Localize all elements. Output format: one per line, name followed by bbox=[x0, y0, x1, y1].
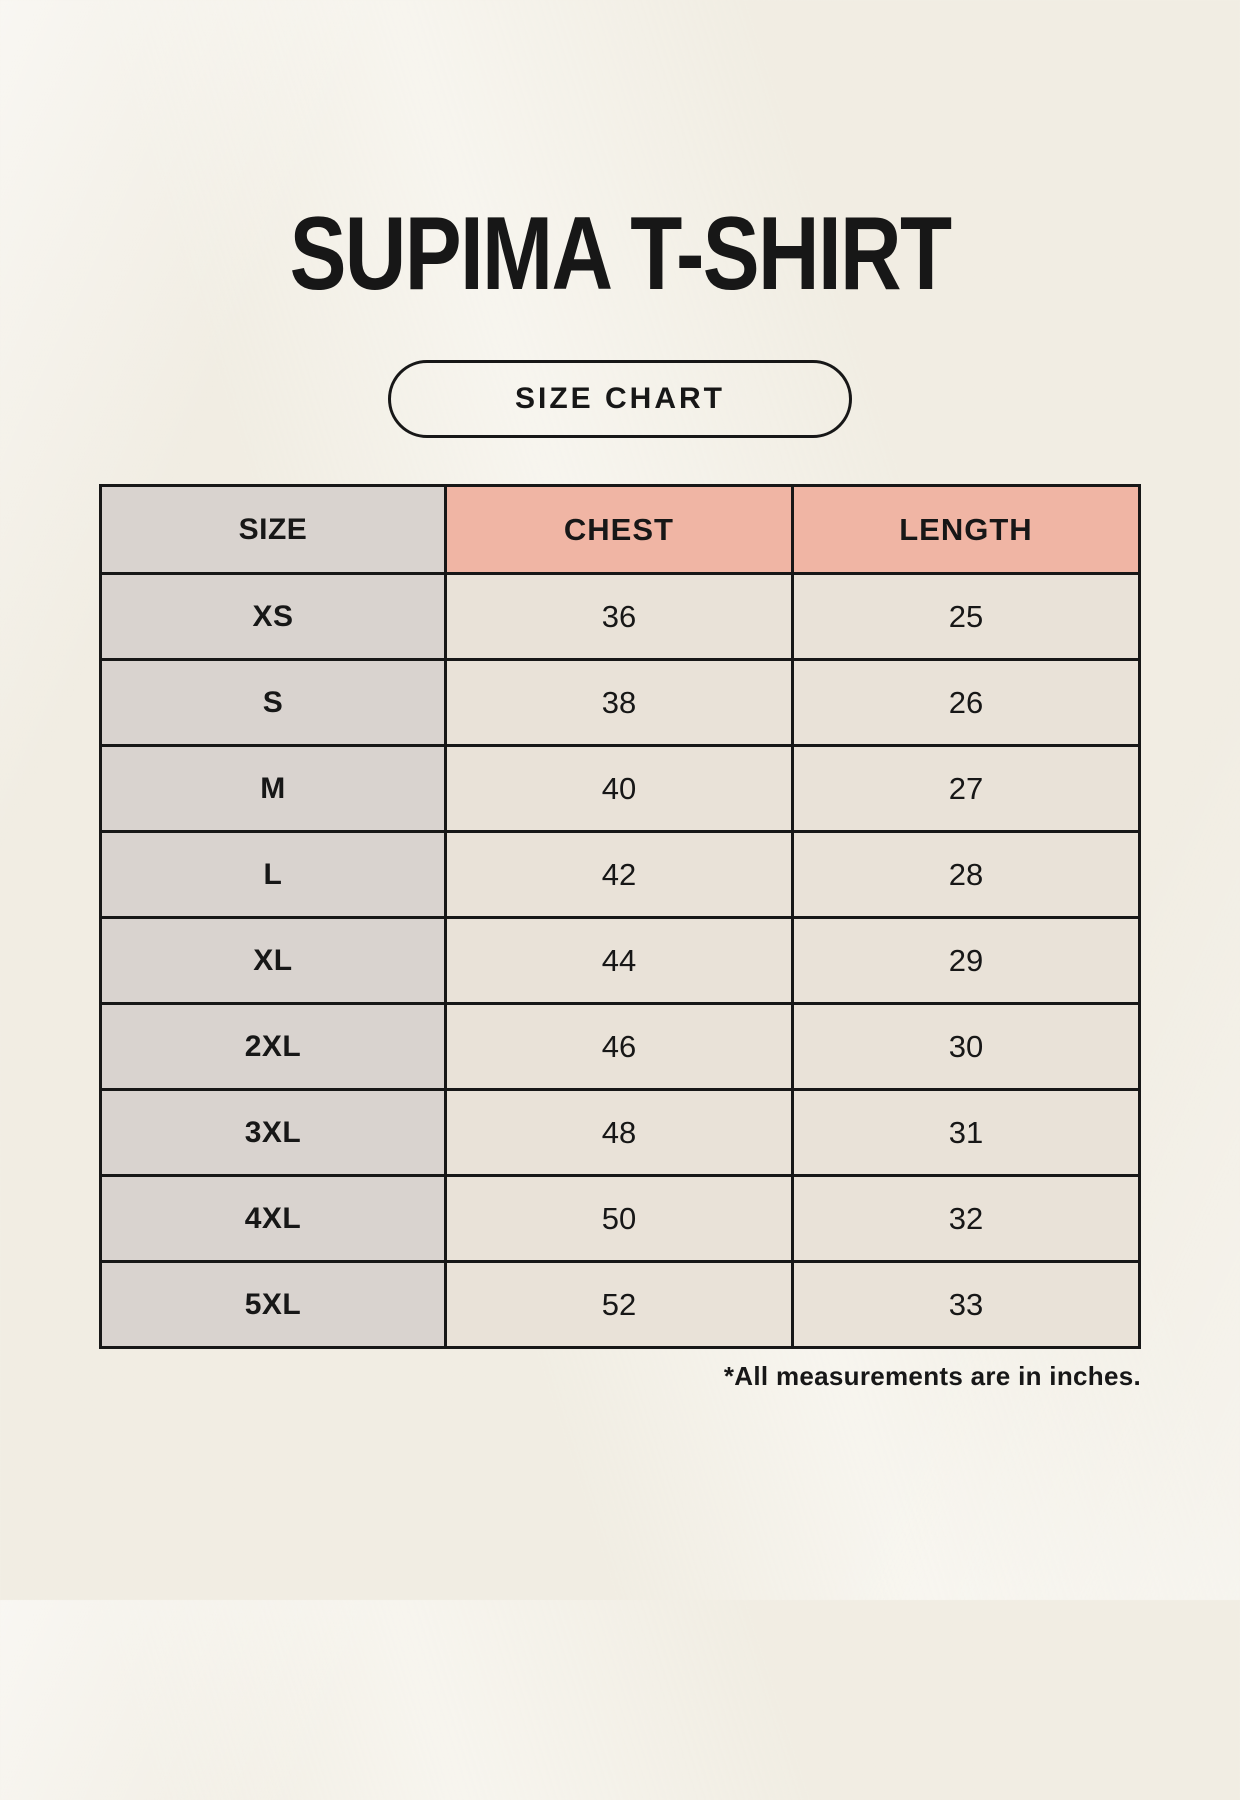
page-title: SUPIMA T-SHIRT bbox=[289, 196, 951, 312]
table-row bbox=[101, 1176, 1140, 1262]
length-cell: 25 bbox=[792, 574, 1139, 660]
size-cell: L bbox=[101, 832, 446, 918]
size-chart-badge bbox=[388, 360, 852, 438]
length-cell: 26 bbox=[792, 660, 1139, 746]
size-chart-badge-label: SIZE CHART bbox=[515, 382, 725, 416]
column-header-length: LENGTH bbox=[792, 486, 1139, 574]
header-row bbox=[101, 486, 1140, 574]
table-row bbox=[101, 660, 1140, 746]
size-cell: M bbox=[101, 746, 446, 832]
table-row bbox=[101, 746, 1140, 832]
size-table-header bbox=[101, 486, 1140, 574]
chest-cell: 46 bbox=[445, 1004, 792, 1090]
length-cell: 32 bbox=[792, 1176, 1139, 1262]
size-table-body bbox=[101, 574, 1140, 1348]
table-row bbox=[101, 1262, 1140, 1348]
size-cell: 2XL bbox=[101, 1004, 446, 1090]
length-cell: 28 bbox=[792, 832, 1139, 918]
column-header-size: SIZE bbox=[101, 486, 446, 574]
size-cell: 5XL bbox=[101, 1262, 446, 1348]
size-cell: S bbox=[101, 660, 446, 746]
chest-cell: 36 bbox=[445, 574, 792, 660]
size-chart-table bbox=[99, 484, 1141, 1349]
column-header-chest: CHEST bbox=[445, 486, 792, 574]
size-cell: XL bbox=[101, 918, 446, 1004]
chest-cell: 52 bbox=[445, 1262, 792, 1348]
table-row bbox=[101, 574, 1140, 660]
table-row bbox=[101, 832, 1140, 918]
table-row bbox=[101, 1004, 1140, 1090]
chest-cell: 42 bbox=[445, 832, 792, 918]
table-row bbox=[101, 1090, 1140, 1176]
table-row bbox=[101, 918, 1140, 1004]
measurements-footnote: *All measurements are in inches. bbox=[723, 1361, 1141, 1392]
size-cell: 4XL bbox=[101, 1176, 446, 1262]
chest-cell: 50 bbox=[445, 1176, 792, 1262]
chest-cell: 48 bbox=[445, 1090, 792, 1176]
length-cell: 30 bbox=[792, 1004, 1139, 1090]
size-cell: 3XL bbox=[101, 1090, 446, 1176]
chest-cell: 44 bbox=[445, 918, 792, 1004]
length-cell: 29 bbox=[792, 918, 1139, 1004]
length-cell: 27 bbox=[792, 746, 1139, 832]
length-cell: 31 bbox=[792, 1090, 1139, 1176]
chest-cell: 40 bbox=[445, 746, 792, 832]
chest-cell: 38 bbox=[445, 660, 792, 746]
length-cell: 33 bbox=[792, 1262, 1139, 1348]
size-cell: XS bbox=[101, 574, 446, 660]
